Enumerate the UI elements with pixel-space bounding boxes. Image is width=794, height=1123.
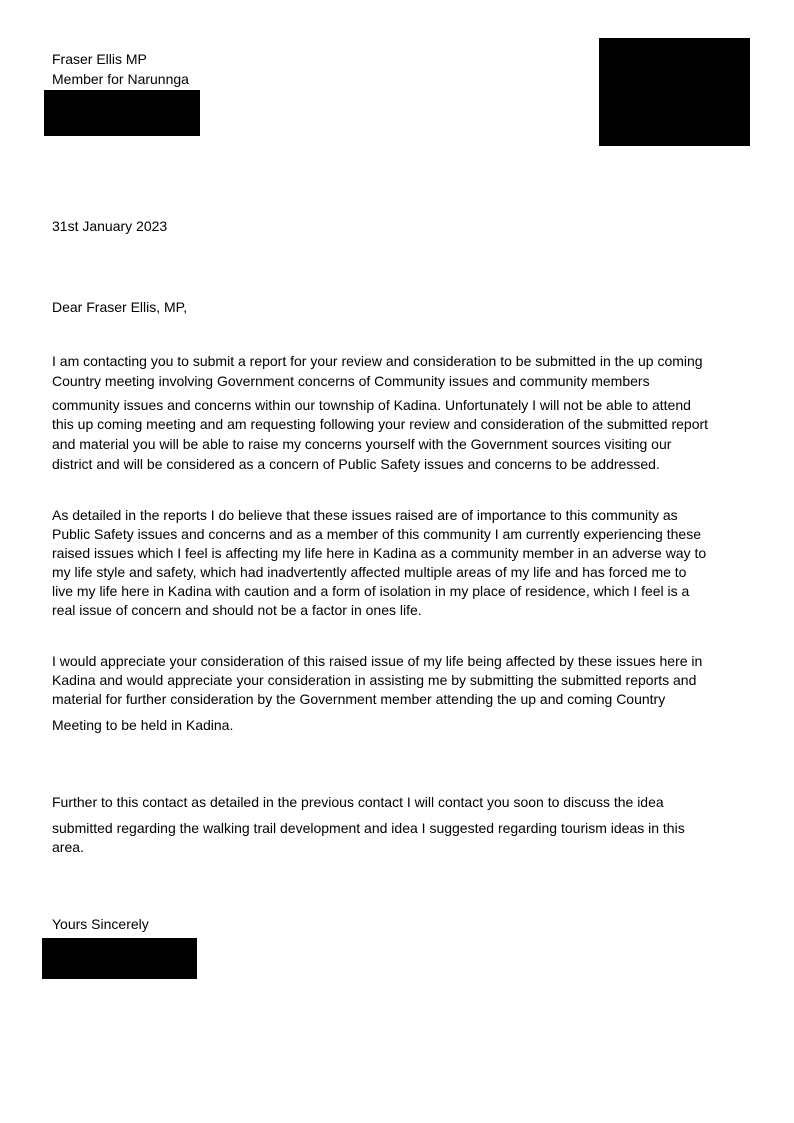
paragraph-2-line: raised issues which I feel is affecting my life here in Kadina as a community member in an adverse way to xyxy=(52,545,707,561)
salutation: Dear Fraser Ellis, MP, xyxy=(52,299,188,315)
closing: Yours Sincerely xyxy=(52,916,149,932)
paragraph-2-line: As detailed in the reports I do believe that these issues raised are of importance to this community as xyxy=(52,507,678,523)
paragraph-1-line: this up coming meeting and am requesting following your review and consideration of the submitted report xyxy=(52,416,709,432)
paragraph-1-line: I am contacting you to submit a report for your review and consideration to be submitted in the up coming xyxy=(52,353,703,369)
sender-title: Member for Narunnga xyxy=(52,71,189,87)
paragraph-2-line: my life style and safety, which had inadvertently affected multiple areas of my life and has forced me to xyxy=(52,564,687,580)
paragraph-1-line: Country meeting involving Government concerns of Community issues and community members xyxy=(52,373,650,389)
paragraph-4-line: submitted regarding the walking trail development and idea I suggested regarding tourism ideas in this xyxy=(52,820,685,836)
paragraph-3-line: I would appreciate your consideration of this raised issue of my life being affected by these issues here in xyxy=(52,653,703,669)
letter-date: 31st January 2023 xyxy=(52,218,168,234)
paragraph-3-line: Kadina and would appreciate your consideration in assisting me by submitting the submitted reports and xyxy=(52,672,697,688)
paragraph-2-line: real issue of concern and should not be a factor in ones life. xyxy=(52,602,422,618)
paragraph-1-line: district and will be considered as a concern of Public Safety issues and concerns to be addressed. xyxy=(52,456,660,472)
paragraph-1-line: and material you will be able to raise my concerns yourself with the Government sources visiting our xyxy=(52,436,672,452)
paragraph-3-line: material for further consideration by the Government member attending the up and coming Country xyxy=(52,691,666,707)
paragraph-1-line: community issues and concerns within our township of Kadina. Unfortunately I will not be able to attend xyxy=(52,397,691,413)
sender-name: Fraser Ellis MP xyxy=(52,51,147,67)
paragraph-3-line: Meeting to be held in Kadina. xyxy=(52,717,234,733)
redacted-address-block xyxy=(44,90,200,136)
paragraph-4-line: area. xyxy=(52,839,84,855)
redacted-signature-block xyxy=(42,938,197,979)
paragraph-2-line: live my life here in Kadina with caution and a form of isolation in my place of residence, which I feel is a xyxy=(52,583,690,599)
paragraph-2-line: Public Safety issues and concerns and as a member of this community I am currently experiencing these xyxy=(52,526,701,542)
paragraph-4-line: Further to this contact as detailed in the previous contact I will contact you soon to discuss the idea xyxy=(52,794,664,810)
redacted-logo-block xyxy=(599,38,750,146)
